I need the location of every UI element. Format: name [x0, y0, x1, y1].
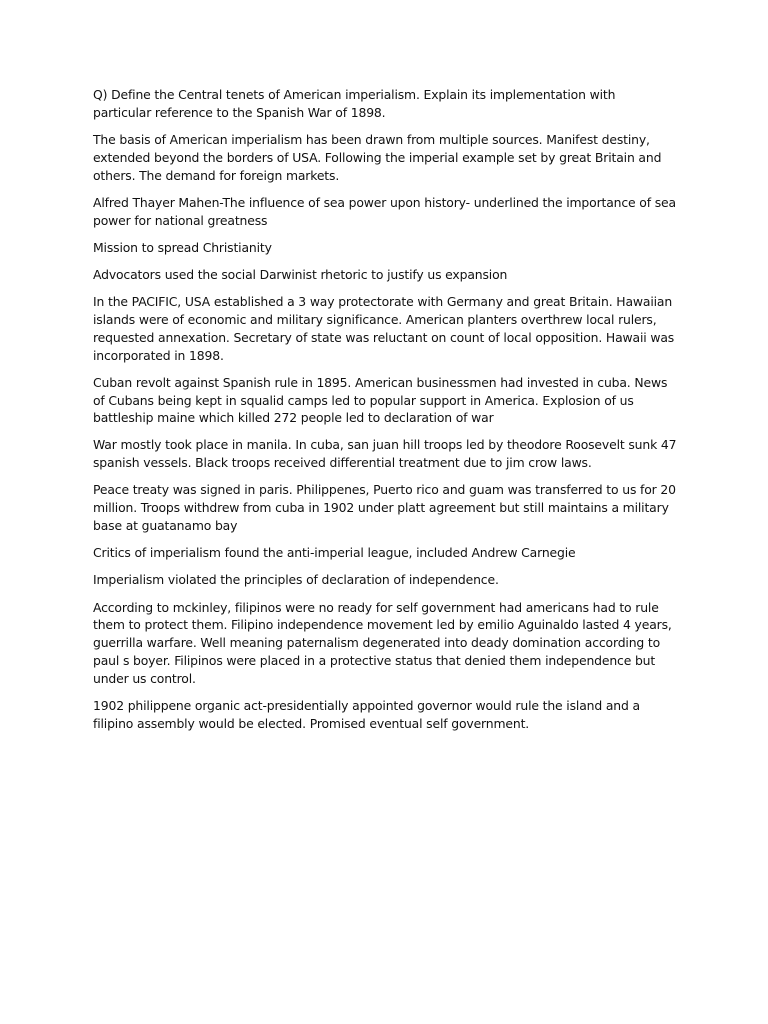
- body-paragraph: Cuban revolt against Spanish rule in 1895. American businessmen had invested in cuba. News of Cubans being kept in squalid camps led to popular support in America. Explosion of us battleship maine which killed 272 people led to declaration of war: [93, 374, 668, 426]
- body-paragraph: 1902 philippene organic act-presidentially appointed governor would rule the island and a filipino assembly would be elected. Promised eventual self government.: [93, 698, 640, 731]
- question-paragraph: Q) Define the Central tenets of American imperialism. Explain its implementation with particular reference to the Spanish War of 1898.: [93, 87, 616, 120]
- body-paragraph: Critics of imperialism found the anti-imperial league, included Andrew Carnegie: [93, 545, 576, 561]
- body-paragraph: War mostly took place in manila. In cuba, san juan hill troops led by theodore Roosevelt sunk 47 spanish vessels. Black troops received differential treatment due to jim crow laws.: [93, 437, 677, 471]
- body-paragraph: Advocators used the social Darwinist rhetoric to justify us expansion: [93, 266, 508, 282]
- document-body: [93, 86, 677, 742]
- body-paragraph: The basis of American imperialism has been drawn from multiple sources. Manifest destiny, extended beyond the borders of USA. Following the imperial example set by great Britain and others. The demand for foreign markets.: [93, 131, 662, 183]
- body-paragraph: In the PACIFIC, USA established a 3 way protectorate with Germany and great Britain. Hawaiian islands were of economic and military significance. American planters overthrew local rulers, requested annexation. Secretary of state was reluctant on count of local opposition. Hawaii was incorporated in 1898.: [93, 294, 675, 363]
- body-paragraph: Alfred Thayer Mahen-The influence of sea power upon history- underlined the importance of sea power for national greatness: [93, 194, 676, 228]
- body-paragraph: Mission to spread Christianity: [93, 239, 272, 255]
- body-paragraph: According to mckinley, filipinos were no ready for self government had americans had to rule them to protect them. Filipino independence movement led by emilio Aguinaldo lasted 4 years, guerrilla warfare. Well meaning paternalism degenerated into deady domination according to paul s boyer. Filipinos were placed in a protective status that denied them independence but under us control.: [93, 599, 672, 686]
- body-paragraph: Imperialism violated the principles of declaration of independence.: [93, 572, 499, 588]
- body-paragraph: Peace treaty was signed in paris. Philippenes, Puerto rico and guam was transferred to us for 20 million. Troops withdrew from cuba in 1902 under platt agreement but still maintains a military base at guatanamo bay: [93, 482, 676, 534]
